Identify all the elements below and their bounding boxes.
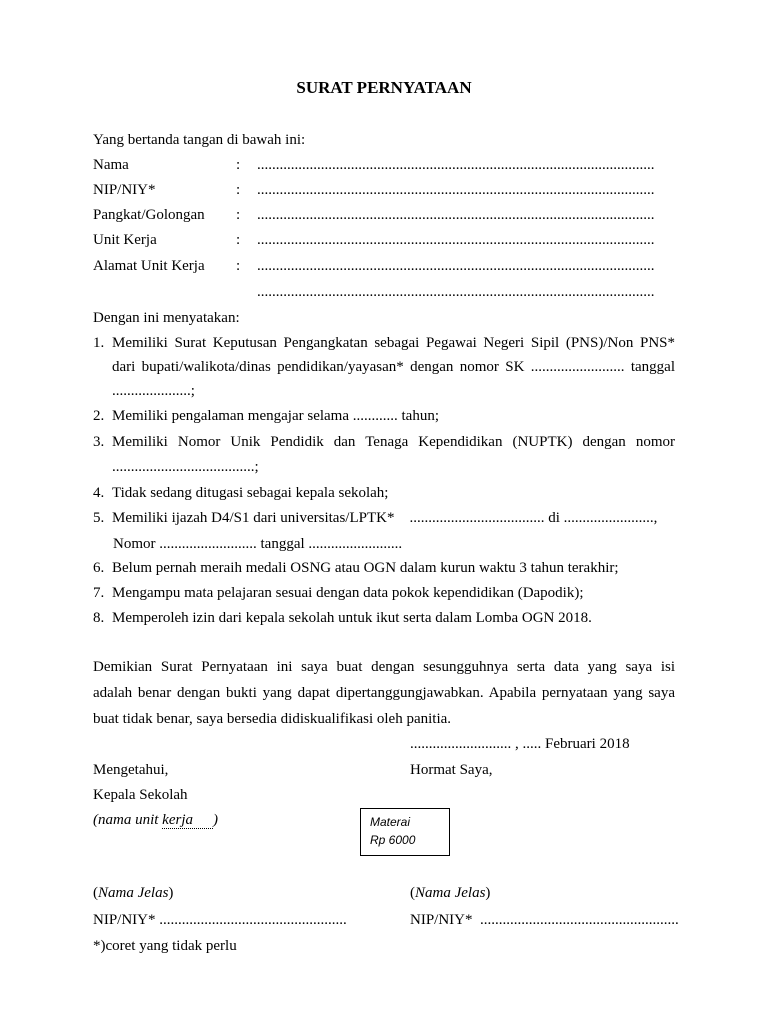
signer-nip — [410, 911, 679, 929]
footnote: *)coret yang tidak perlu — [93, 938, 237, 954]
field-separator: : — [236, 207, 241, 223]
place-date-line: ........................... , ..... Februari 2018 — [410, 736, 630, 752]
principal-nip — [93, 911, 347, 929]
field-separator: : — [236, 157, 241, 173]
item-text-line: Tidak sedang ditugasi sebagai kepala sekolah; — [112, 485, 389, 501]
declarations-heading: Dengan ini menyatakan: — [93, 310, 240, 326]
school-unit-name — [93, 811, 218, 829]
field-separator: : — [236, 182, 241, 198]
field-label: Pangkat/Golongan — [93, 207, 205, 223]
item-number: 6. — [93, 560, 105, 576]
field-value-dots: .......................................................................................................... — [257, 207, 655, 223]
field-label: Nama — [93, 157, 129, 173]
nip-label: NIP/NIY* — [93, 912, 160, 928]
item-text-line: .....................; — [112, 383, 195, 399]
signer-full-name — [410, 884, 490, 902]
field-value-dots-continuation: .......................................................................................................... — [257, 284, 655, 300]
item-text-line: Memperoleh izin dari kepala sekolah untuk ikut serta dalam Lomba OGN 2018. — [112, 610, 592, 626]
field-label: Alamat Unit Kerja — [93, 258, 205, 274]
materai-label: Materai — [370, 815, 411, 829]
nip-value-dots: ..................................................... — [480, 912, 679, 928]
paren-open: ( — [410, 885, 415, 901]
field-value-dots: .......................................................................................................... — [257, 157, 655, 173]
item-text-line: dari bupati/walikota/dinas pendidikan/yayasan* dengan nomor SK ......................... tanggal — [112, 359, 675, 375]
item-number: 7. — [93, 585, 105, 601]
field-value-dots: .......................................................................................................... — [257, 258, 655, 274]
closing-line: adalah benar dengan bukti yang dapat dipertanggungjawabkan. Apabila pernyataan yang saya — [93, 685, 675, 701]
name-placeholder: Nama Jelas — [415, 885, 486, 901]
paren-close: ) — [168, 885, 174, 901]
identity-intro: Yang bertanda tangan di bawah ini: — [93, 132, 306, 148]
item-text-line: Memiliki Surat Keputusan Pengangkatan sebagai Pegawai Negeri Sipil (PNS)/Non PNS* — [112, 335, 675, 351]
item-number: 5. — [93, 510, 105, 526]
field-label: Unit Kerja — [93, 232, 157, 248]
document-title: SURAT PERNYATAAN — [296, 78, 472, 97]
acknowledge-label: Mengetahui, — [93, 762, 169, 778]
closing-line: Demikian Surat Pernyataan ini saya buat dengan sesungguhnya serta data yang saya isi — [93, 659, 675, 675]
materai-amount: Rp 6000 — [370, 833, 416, 847]
item-text-line: Memiliki Nomor Unik Pendidik dan Tenaga Kependidikan (NUPTK) dengan nomor — [112, 434, 675, 450]
nip-value-dots: .................................................. — [159, 912, 347, 928]
item-number: 2. — [93, 408, 105, 424]
nip-label: NIP/NIY* — [410, 912, 480, 928]
item-number: 8. — [93, 610, 105, 626]
item-text-line: Memiliki ijazah D4/S1 dari universitas/LPTK* .................................... di ........................, — [112, 510, 658, 526]
item-text-line: Nomor .......................... tanggal ......................... — [113, 536, 403, 552]
unit-close: ) — [213, 812, 218, 828]
item-number: 4. — [93, 485, 105, 501]
greeting-label: Hormat Saya, — [410, 762, 493, 778]
principal-role: Kepala Sekolah — [93, 787, 188, 803]
field-separator: : — [236, 232, 241, 248]
paren-open: ( — [93, 885, 98, 901]
unit-word: kerja — [162, 812, 213, 829]
item-text-line: Mengampu mata pelajaran sesuai dengan data pokok kependidikan (Dapodik); — [112, 585, 584, 601]
principal-full-name — [93, 884, 173, 902]
item-number: 3. — [93, 434, 105, 450]
field-label: NIP/NIY* — [93, 182, 156, 198]
paren-close: ) — [485, 885, 491, 901]
field-separator: : — [236, 258, 241, 274]
materai-stamp-box — [360, 808, 450, 856]
item-text-line: Belum pernah meraih medali OSNG atau OGN dalam kurun waktu 3 tahun terakhir; — [112, 560, 619, 576]
item-text-line: ......................................; — [112, 459, 259, 475]
closing-line: buat tidak benar, saya bersedia didiskualifikasi oleh panitia. — [93, 711, 452, 727]
item-number: 1. — [93, 335, 105, 351]
item-text-line: Memiliki pengalaman mengajar selama ............ tahun; — [112, 408, 439, 424]
field-value-dots: .......................................................................................................... — [257, 232, 655, 248]
field-value-dots: .......................................................................................................... — [257, 182, 655, 198]
name-placeholder: Nama Jelas — [98, 885, 169, 901]
unit-prefix: (nama unit — [93, 812, 163, 828]
